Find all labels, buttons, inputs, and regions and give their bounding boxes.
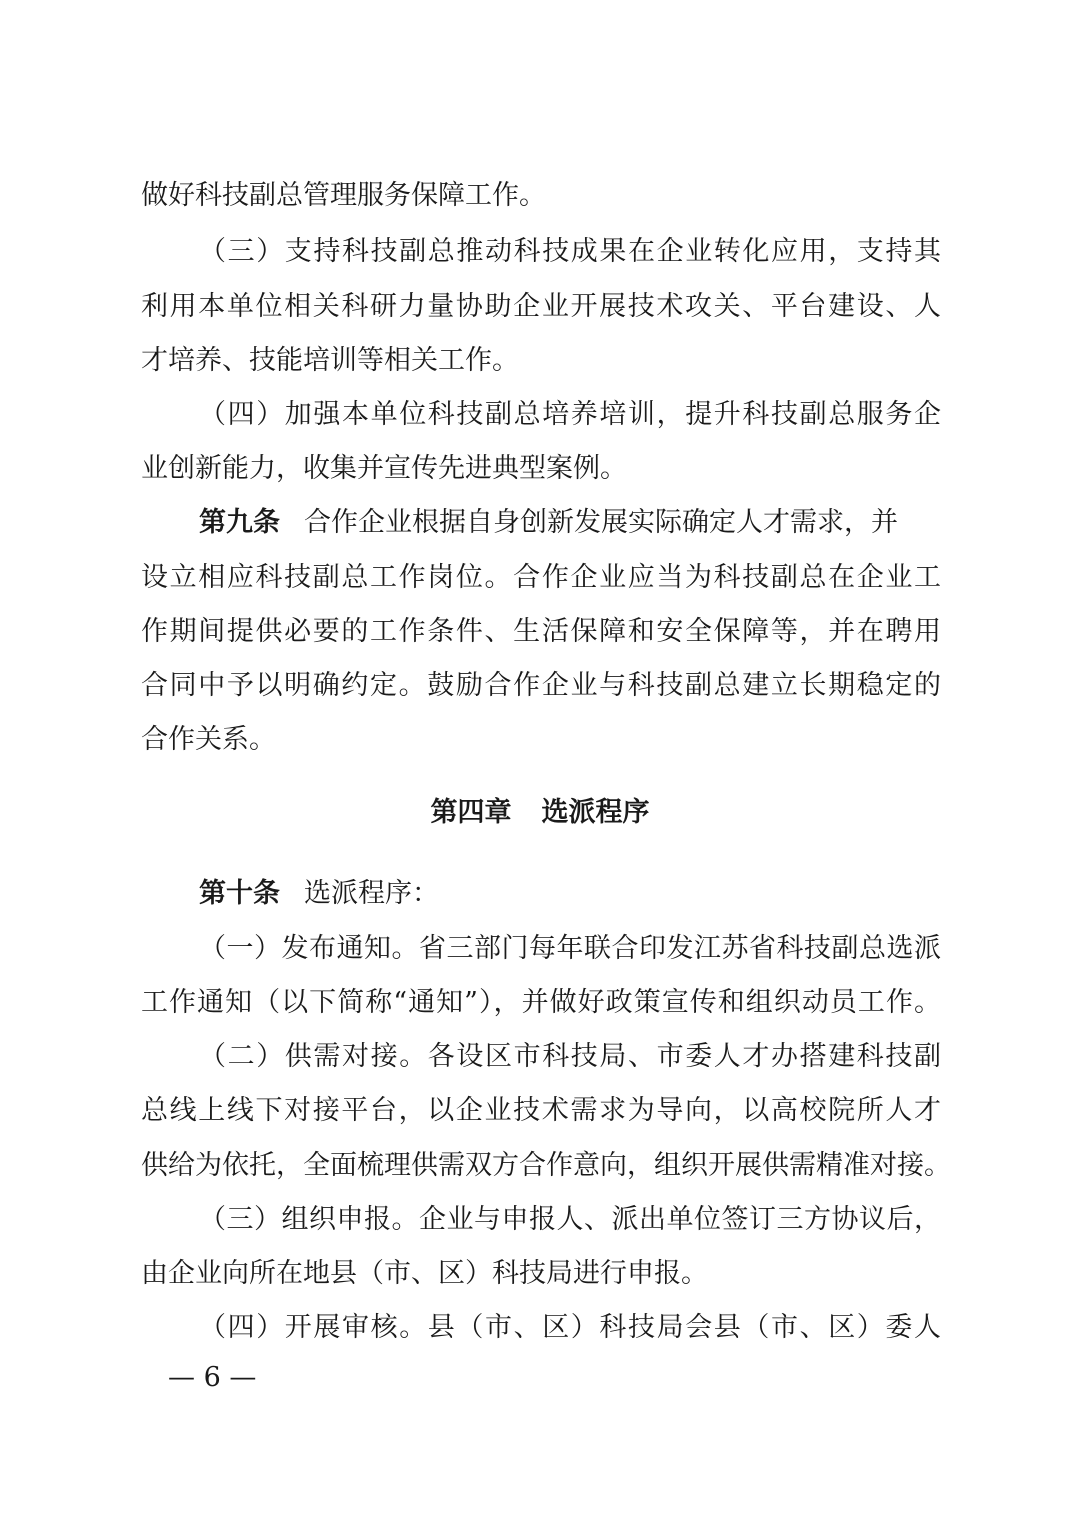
chapter-number: 第四章 xyxy=(430,797,512,828)
paragraph-line: 业创新能力，收集并宣传先进典型案例。 xyxy=(141,453,627,484)
paragraph-line: 利用本单位相关科研力量协助企业开展技术攻关、平台建设、人 xyxy=(141,291,941,322)
paragraph-line: 合作关系。 xyxy=(141,724,276,755)
chapter-title: 选派程序 xyxy=(541,797,650,828)
paragraph-line: （一）发布通知。省三部门每年联合印发江苏省科技副总选派 xyxy=(199,933,941,964)
article-10-first-line xyxy=(199,874,941,914)
paragraph-line: （四）加强本单位科技副总培养培训，提升科技副总服务企 xyxy=(199,399,941,430)
paragraph-line: 总线上线下对接平台，以企业技术需求为导向，以高校院所人才 xyxy=(141,1095,941,1126)
paragraph-line: 做好科技副总管理服务保障工作。 xyxy=(141,180,546,211)
paragraph-line: 才培养、技能培训等相关工作。 xyxy=(141,345,519,376)
paragraph-line: 选派程序： xyxy=(304,878,439,909)
paragraph-line: （二）供需对接。各设区市科技局、市委人才办搭建科技副 xyxy=(199,1041,941,1072)
paragraph-line: 合作企业根据自身创新发展实际确定人才需求，并 xyxy=(304,507,898,538)
paragraph-line: 供给为依托，全面梳理供需双方合作意向，组织开展供需精准对接。 xyxy=(141,1150,951,1181)
paragraph-line: 由企业向所在地县（市、区）科技局进行申报。 xyxy=(141,1258,708,1289)
paragraph-line: 工作通知（以下简称“通知”），并做好政策宣传和组织动员工作。 xyxy=(141,987,941,1018)
article-9-heading: 第九条 xyxy=(199,507,280,538)
paragraph-line: 作期间提供必要的工作条件、生活保障和安全保障等，并在聘用 xyxy=(141,616,941,647)
paragraph-line: （四）开展审核。县（市、区）科技局会县（市、区）委人 xyxy=(199,1312,941,1343)
page-number: — 6 — xyxy=(168,1362,257,1393)
article-9-first-line xyxy=(199,503,941,543)
paragraph-line: 合同中予以明确约定。鼓励合作企业与科技副总建立长期稳定的 xyxy=(141,670,941,701)
article-10-heading: 第十条 xyxy=(199,878,280,909)
paragraph-line: （三）支持科技副总推动科技成果在企业转化应用，支持其 xyxy=(199,236,941,267)
paragraph-line: 设立相应科技副总工作岗位。合作企业应当为科技副总在企业工 xyxy=(141,562,941,593)
paragraph-line: （三）组织申报。企业与申报人、派出单位签订三方协议后， xyxy=(199,1204,941,1235)
chapter-heading xyxy=(0,793,1080,833)
